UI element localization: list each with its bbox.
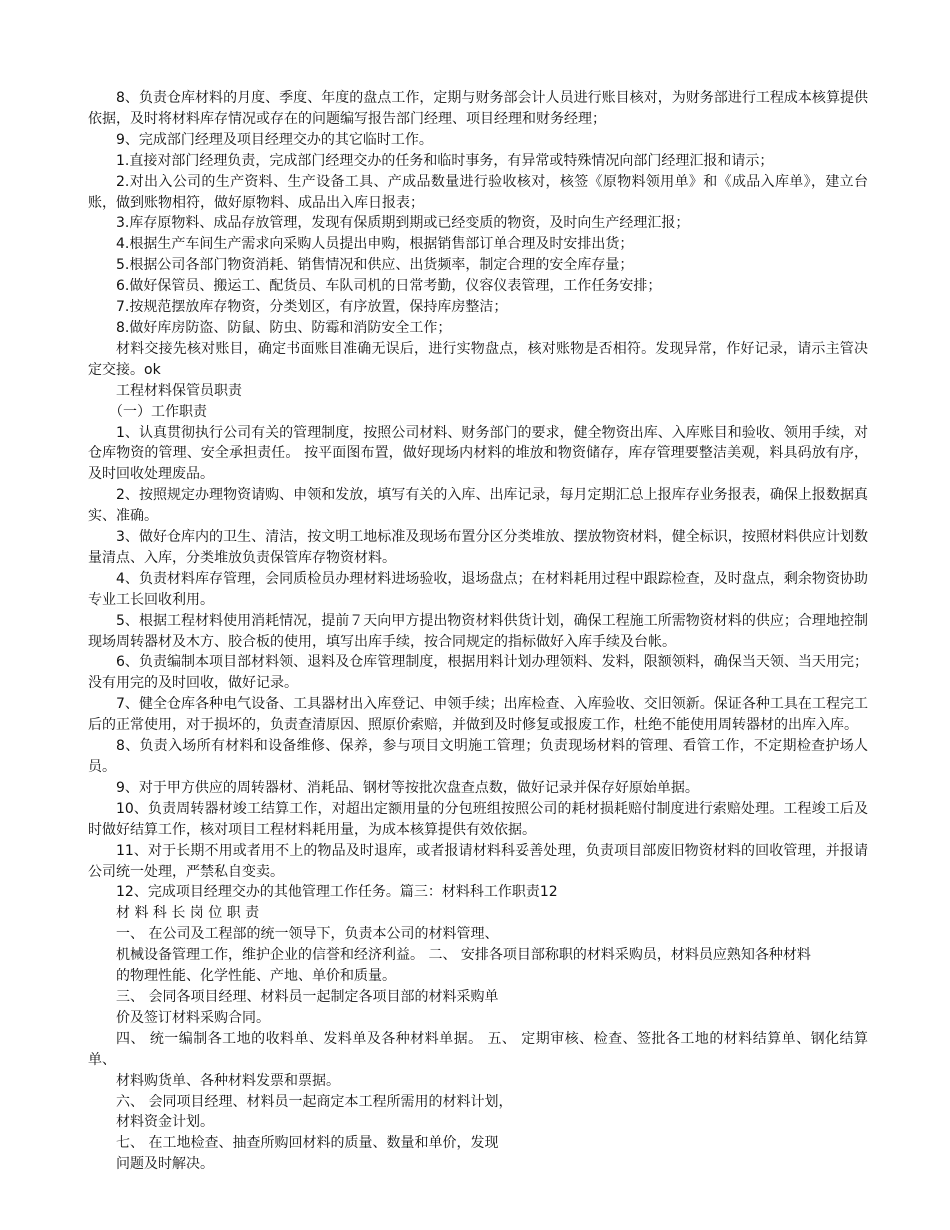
paragraph-37: 问题及时解决。 bbox=[116, 1156, 214, 1173]
paragraph-27: 一、 在公司及工程部的统一领导下，负责本公司的材料管理、 bbox=[116, 926, 499, 943]
paragraph-36: 七、 在工地检查、抽查所购回材料的质量、数量和单价，发现 bbox=[116, 1135, 499, 1152]
paragraph-1: 8、负责仓库材料的月度、季度、年度的盘点工作，定期与财务部会计人员进行账目核对，为财务部进行工程成本核算提供依据，及时将材料库存情况或存在的问题编写报告部门经理、项目经理和财务经理； bbox=[88, 90, 868, 127]
section-title-custodian: 工程材料保管员职责 bbox=[116, 382, 242, 399]
paragraph-17: 4、负责材料库存管理，会同质检员办理材料进场验收，退场盘点；在材料耗用过程中跟踪检查，及时盘点，剩余物资协助专业工长回收利用。 bbox=[88, 570, 868, 608]
paragraph-5: 3.库存原物料、成品存放管理，发现有保质期到期或已经变质的物资，及时向生产经理汇报； bbox=[116, 215, 690, 232]
paragraph-28: 机械设备管理工作，维护企业的信誉和经济利益。 二、 安排各项目部称职的材料采购员，材料员应熟知各种材料 bbox=[116, 947, 811, 964]
paragraph-7: 5.根据公司各部门物资消耗、销售情况和供应、出货频率，制定合理的安全库存量； bbox=[116, 257, 634, 274]
paragraph-23: 10、负责周转器材竣工结算工作，对超出定额用量的分包班组按照公司的耗材损耗赔付制度进行索赔处理。工程竣工后及时做好结算工作，核对项目工程材料耗用量，为成本核算提供有效依据。 bbox=[88, 800, 868, 838]
paragraph-2: 9、完成部门经理及项目经理交办的其它临时工作。 bbox=[116, 131, 433, 148]
paragraph-30: 三、 会同各项目经理、材料员一起制定各项目部的材料采购单 bbox=[116, 988, 499, 1005]
paragraph-25: 12、完成项目经理交办的其他管理工作任务。篇三：材料科工作职责12 bbox=[116, 884, 558, 901]
paragraph-34: 六、 会同项目经理、材料员一起商定本工程所需用的材料计划， bbox=[116, 1093, 513, 1110]
subsection-title-duties: （一）工作职责 bbox=[109, 403, 207, 420]
paragraph-3: 1.直接对部门经理负责，完成部门经理交办的任务和临时事务，有异常或特殊情况向部门经理汇报和请示； bbox=[116, 152, 774, 169]
paragraph-22: 9、对于甲方供应的周转器材、消耗品、钢材等按批次盘查点数，做好记录并保存好原始单据。 bbox=[116, 779, 699, 796]
paragraph-18: 5、根据工程材料使用消耗情况，提前７天向甲方提出物资材料供货计划，确保工程施工所需物资材料的供应；合理地控制现场周转器材及木方、胶合板的使用，填写出库手续，按合同规定的指标做好入库手续及台帐。 bbox=[88, 612, 868, 650]
paragraph-19: 6、负责编制本项目部材料领、退料及仓库管理制度，根据用料计划办理领料、发料，限额领料，确保当天领、当天用完；没有用完的及时回收，做好记录。 bbox=[88, 654, 868, 692]
paragraph-6: 4.根据生产车间生产需求向采购人员提出申购，根据销售部订单合理及时安排出货； bbox=[116, 236, 634, 253]
paragraph-35: 材料资金计划。 bbox=[116, 1114, 214, 1131]
paragraph-32: 四、 统一编制各工地的收料单、发料单及各种材料单据。 五、 定期审核、检查、签批各工地的材料结算单、钢化结算单、 bbox=[88, 1030, 868, 1068]
paragraph-31: 价及签订材料采购合同。 bbox=[116, 1009, 270, 1026]
paragraph-16: 3、做好仓库内的卫生、清洁，按文明工地标准及现场布置分区分类堆放、摆放物资材料，健全标识，按照材料供应计划数量清点、入库，分类堆放负责保管库存物资材料。 bbox=[88, 529, 868, 566]
paragraph-29: 的物理性能、化学性能、产地、单价和质量。 bbox=[116, 968, 396, 985]
paragraph-9: 7.按规范摆放库存物资，分类划区，有序放置，保持库房整洁； bbox=[116, 299, 508, 316]
paragraph-4: 2.对出入公司的生产资料、生产设备工具、产成品数量进行验收核对，核签《原物料领用单》和《成品入库单》，建立台账，做到账物相符，做好原物料、成品出入库日报表； bbox=[88, 173, 868, 211]
paragraph-33: 材料购货单、各种材料发票和票据。 bbox=[116, 1072, 340, 1089]
paragraph-8: 6.做好保管员、搬运工、配货员、车队司机的日常考勤，仪容仪表管理，工作任务安排； bbox=[116, 278, 662, 295]
paragraph-14: 1、认真贯彻执行公司有关的管理制度，按照公司材料、财务部门的要求，健全物资出库、入库账目和验收、领用手续，对仓库物资的管理、安全承担责任。 按平面图布置，做好现场内材料的堆放和物资储存，库存管理要整洁美观，料具码放有序，及时回收处理废品。 bbox=[88, 424, 868, 483]
paragraph-11: 材料交接先核对账目，确定书面账目准确无误后，进行实物盘点，核对账物是否相符。发现异常，作好记录，请示主管决定交接。ok bbox=[88, 340, 868, 378]
paragraph-20: 7、健全仓库各种电气设备、工具器材出入库登记、申领手续；出库检查、入库验收、交旧领新。保证各种工具在工程完工后的正常使用，对于损坏的，负责查清原因、照原价索赔，并做到及时修复或报废工作，杜绝不能使用周转器材的出库入库。 bbox=[88, 696, 868, 734]
paragraph-10: 8.做好库房防盗、防鼠、防虫、防霉和消防安全工作； bbox=[116, 319, 452, 336]
paragraph-15: 2、按照规定办理物资请购、申领和发放，填写有关的入库、出库记录，每月定期汇总上报库存业务报表，确保上报数据真实、准确。 bbox=[88, 487, 868, 525]
section-title-section-chief: 材 料 科 长 岗 位 职 责 bbox=[116, 905, 260, 922]
paragraph-24: 11、对于长期不用或者用不上的物品及时退库，或者报请材料科妥善处理，负责项目部废旧物资材料的回收管理，并报请公司统一处理，严禁私自变卖。 bbox=[88, 842, 868, 880]
paragraph-21: 8、负责入场所有材料和设备维修、保养，参与项目文明施工管理；负责现场材料的管理、看管工作，不定期检查护场人员。 bbox=[88, 738, 868, 775]
